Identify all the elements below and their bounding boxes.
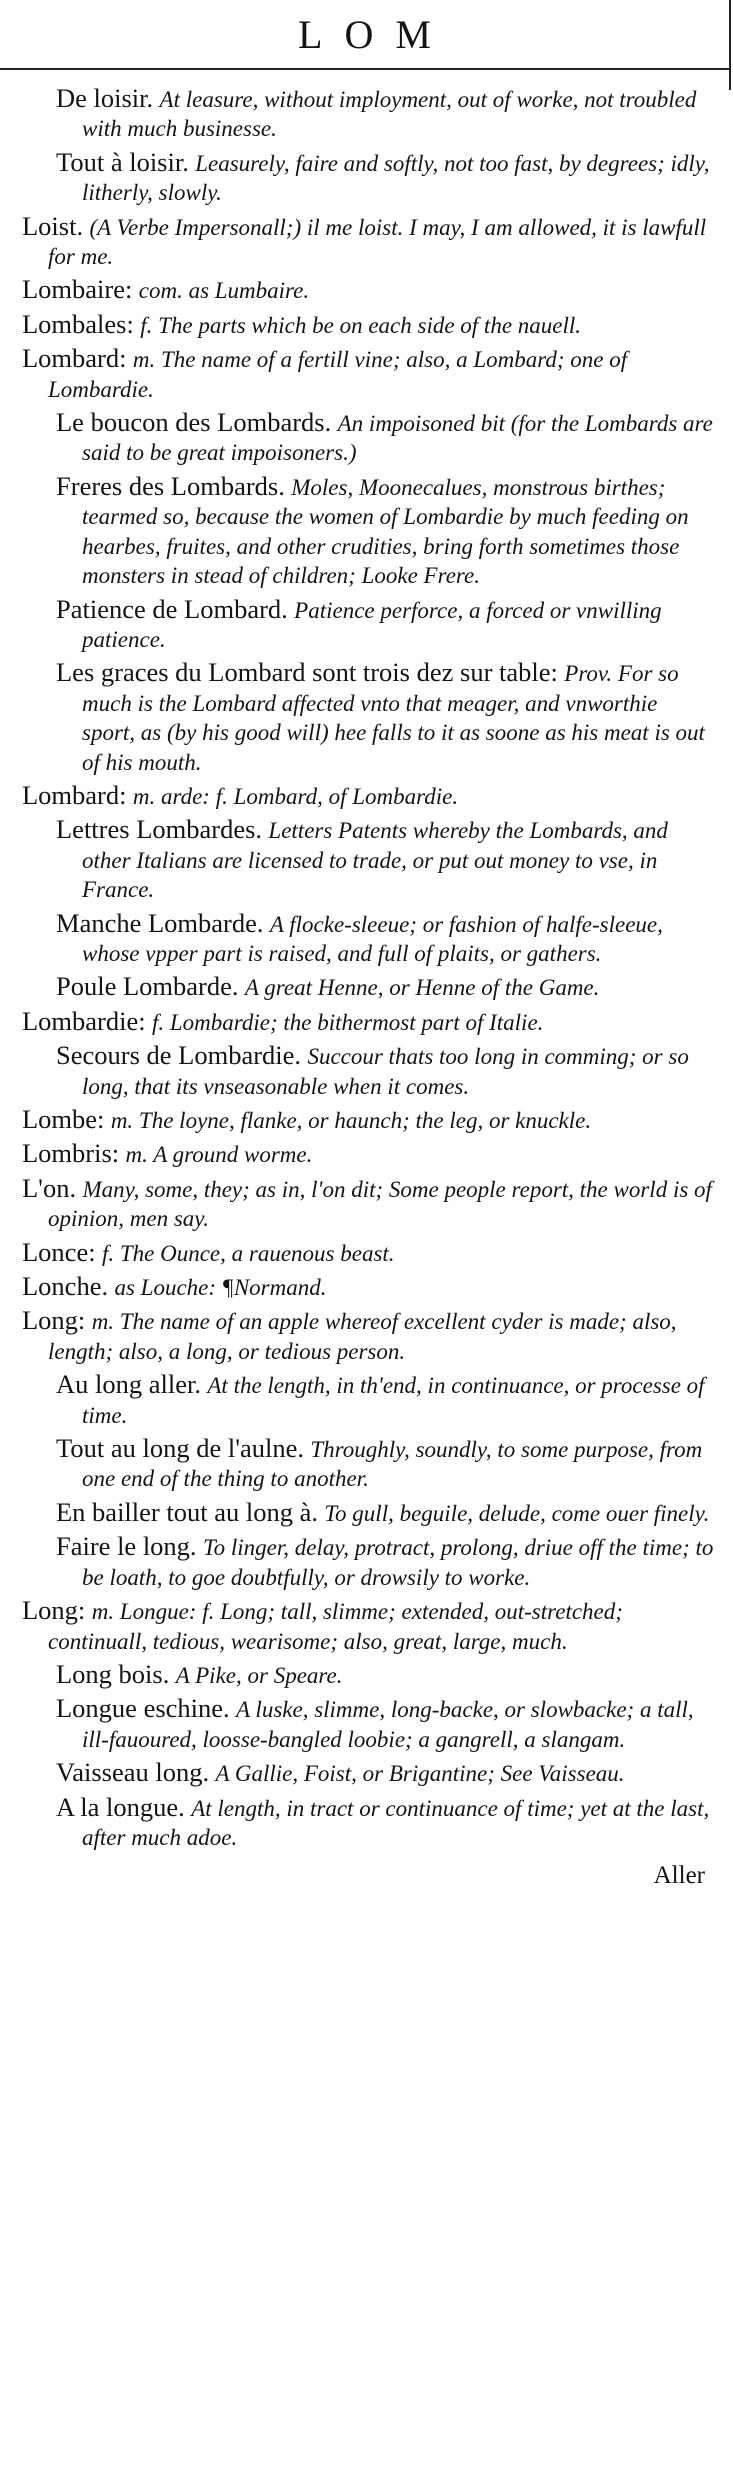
entry-definition: Succour thats too long in comming; or so long, that its vnseasonable when it comes. [82,1044,689,1099]
entry-definition: Leasurely, faire and softly, not too fast, by degrees; idly, litherly, slowly. [82,150,710,206]
dictionary-entry [22,1306,715,1366]
entry-headword: Le boucon des Lombards. [56,407,332,438]
entry-headword: Freres des Lombards. [56,470,285,501]
entry-headword: Loist. [22,210,84,241]
entry-definition: To gull, beguile, delude, come ouer finely. [324,1500,710,1526]
dictionary-entry [56,972,715,1002]
entry-headword: En bailler tout au long à. [56,1496,318,1527]
entry-definition: Moles, Moonecalues, monstrous birthes; tearmed so, because the women of Lombardie by much feeding on hearbes, fruites, and other crudities, bring forth sometimes those monsters in stead of children; Looke Frere. [82,474,689,589]
entry-headword: Lombris: [22,1138,120,1169]
entry-headword: Lettres Lombardes. [56,814,263,845]
dictionary-entry [56,472,715,591]
entry-headword: Long: [22,1595,86,1626]
dictionary-entry [22,1596,715,1656]
entry-headword: Lonce: [22,1236,96,1267]
dictionary-entry [22,1105,715,1135]
dictionary-entry [56,1498,715,1528]
entry-definition: f. Lombardie; the bithermost part of Italie. [152,1009,544,1035]
entry-headword: Long: [22,1305,86,1336]
dictionary-entry [22,1174,715,1234]
entry-headword: Secours de Lombardie. [56,1040,302,1071]
dictionary-entry [56,1041,715,1101]
dictionary-entry [56,84,715,144]
entry-definition: f. The parts which be on each side of the nauell. [140,312,582,338]
entry-definition: (A Verbe Impersonall;) il me loist. I may, I am allowed, it is lawfull for me. [48,214,707,270]
entry-headword: L'on. [22,1172,77,1203]
dictionary-entry [56,1434,715,1494]
margin-rule [729,0,731,90]
catchword: Aller [653,1862,705,1890]
dictionary-entry [56,909,715,969]
entry-headword: Au long aller. [56,1369,201,1400]
entry-definition: Letters Patents whereby the Lombards, and other Italians are licensed to trade, or put out money to vse, in France. [82,818,668,903]
entry-headword: Lombaire: [22,274,133,305]
entry-headword: De loisir. [56,83,154,113]
dictionary-entry [22,1139,715,1169]
entry-definition: A Gallie, Foist, or Brigantine; See Vaisseau. [215,1761,625,1787]
entry-headword: Lombe: [22,1104,105,1134]
dictionary-entry [22,310,715,340]
entry-list [14,70,715,1852]
entry-definition: Throughly, soundly, to some purpose, from one end of the thing to another. [82,1437,703,1492]
entry-definition: as Louche: ¶Normand. [114,1275,327,1301]
entry-headword: Manche Lombarde. [56,907,264,938]
entry-headword: Faire le long. [56,1531,197,1562]
dictionary-entry [56,408,715,468]
entry-definition: com. as Lumbaire. [138,278,310,304]
dictionary-entry [22,781,715,811]
dictionary-entry [22,1238,715,1268]
dictionary-entry [22,1272,715,1302]
entry-definition: At length, in tract or continuance of time; yet at the last, after much adoe. [82,1795,710,1850]
dictionary-entry [22,1007,715,1037]
entry-headword: Lonche. [22,1271,109,1302]
page-header [14,0,715,68]
entry-headword: Patience de Lombard. [56,593,288,624]
entry-definition: A luske, slimme, long-backe, or slowbacke; a tall, ill-fauoured, loosse-bangled loobie; a gangrell, a slangam. [82,1697,694,1752]
entry-definition: A flocke-sleeue; or fashion of halfe-sleeue, whose vpper part is raised, and full of plaits, or gathers. [82,911,663,966]
entry-headword: Les graces du Lombard sont trois dez sur table: [56,657,558,688]
dictionary-entry [22,344,715,404]
entry-definition: To linger, delay, protract, prolong, driue off the time; to be loath, to goe doubtfully, or drowsily to worke. [82,1535,714,1590]
entry-headword: Tout au long de l'aulne. [56,1433,304,1464]
dictionary-entry [56,1758,715,1788]
entry-definition: m. The name of an apple whereof excellent cyder is made; also, length; also, a long, or tedious person. [48,1309,677,1364]
dictionary-entry [22,212,715,272]
entry-headword: Poule Lombarde. [56,971,239,1002]
entry-definition: Patience perforce, a forced or vnwilling patience. [82,597,662,652]
dictionary-entry [56,658,715,777]
entry-definition: A great Henne, or Henne of the Game. [244,975,600,1001]
entry-definition: Prov. For so much is the Lombard affected vnto that meager, and vnworthie sport, as (by his good will) hee falls to it as soone as his meat is out of his mouth. [82,661,705,775]
entry-headword: Vaisseau long. [56,1757,210,1788]
entry-definition: An impoisoned bit (for the Lombards are said to be great impoisoners.) [82,411,713,466]
dictionary-entry [56,1532,715,1592]
entry-definition: At leasure, without imployment, out of worke, not troubled with much businesse. [82,87,697,142]
entry-headword: Long bois. [56,1658,170,1689]
entry-headword: Lombard: [22,779,127,810]
dictionary-entry [56,815,715,904]
entry-headword: Lombardie: [22,1005,146,1036]
dictionary-entry [22,275,715,305]
entry-headword: A la longue. [56,1791,185,1822]
entry-headword: Tout à loisir. [56,146,189,177]
entry-definition: m. The name of a fertill vine; also, a Lombard; one of Lombardie. [48,347,628,402]
dictionary-entry [56,1660,715,1690]
entry-definition: m. A ground worme. [125,1142,313,1168]
dictionary-entry [56,1694,715,1754]
entry-definition: m. arde: f. Lombard, of Lombardie. [132,783,459,809]
dictionary-entry [56,1793,715,1853]
entry-headword: Longue eschine. [56,1693,230,1724]
entry-definition: At the length, in th'end, in continuance, or processe of time. [82,1373,705,1428]
entry-headword: Lombard: [22,343,127,374]
running-head: LOM [298,11,453,57]
dictionary-entry [56,1370,715,1430]
dictionary-entry [56,595,715,655]
dictionary-entry [56,148,715,208]
entry-definition: f. The Ounce, a rauenous beast. [101,1240,395,1266]
entry-headword: Lombales: [22,308,134,339]
entry-definition: m. Longue: f. Long; tall, slimme; extended, out-stretched; continuall, tedious, wearisome; also, great, large, much. [48,1599,623,1654]
entry-definition: Many, some, they; as in, l'on dit; Some people report, the world is of opinion, men say. [48,1176,712,1232]
entry-definition: m. The loyne, flanke, or haunch; the leg, or knuckle. [110,1108,592,1133]
entry-definition: A Pike, or Speare. [175,1662,343,1688]
